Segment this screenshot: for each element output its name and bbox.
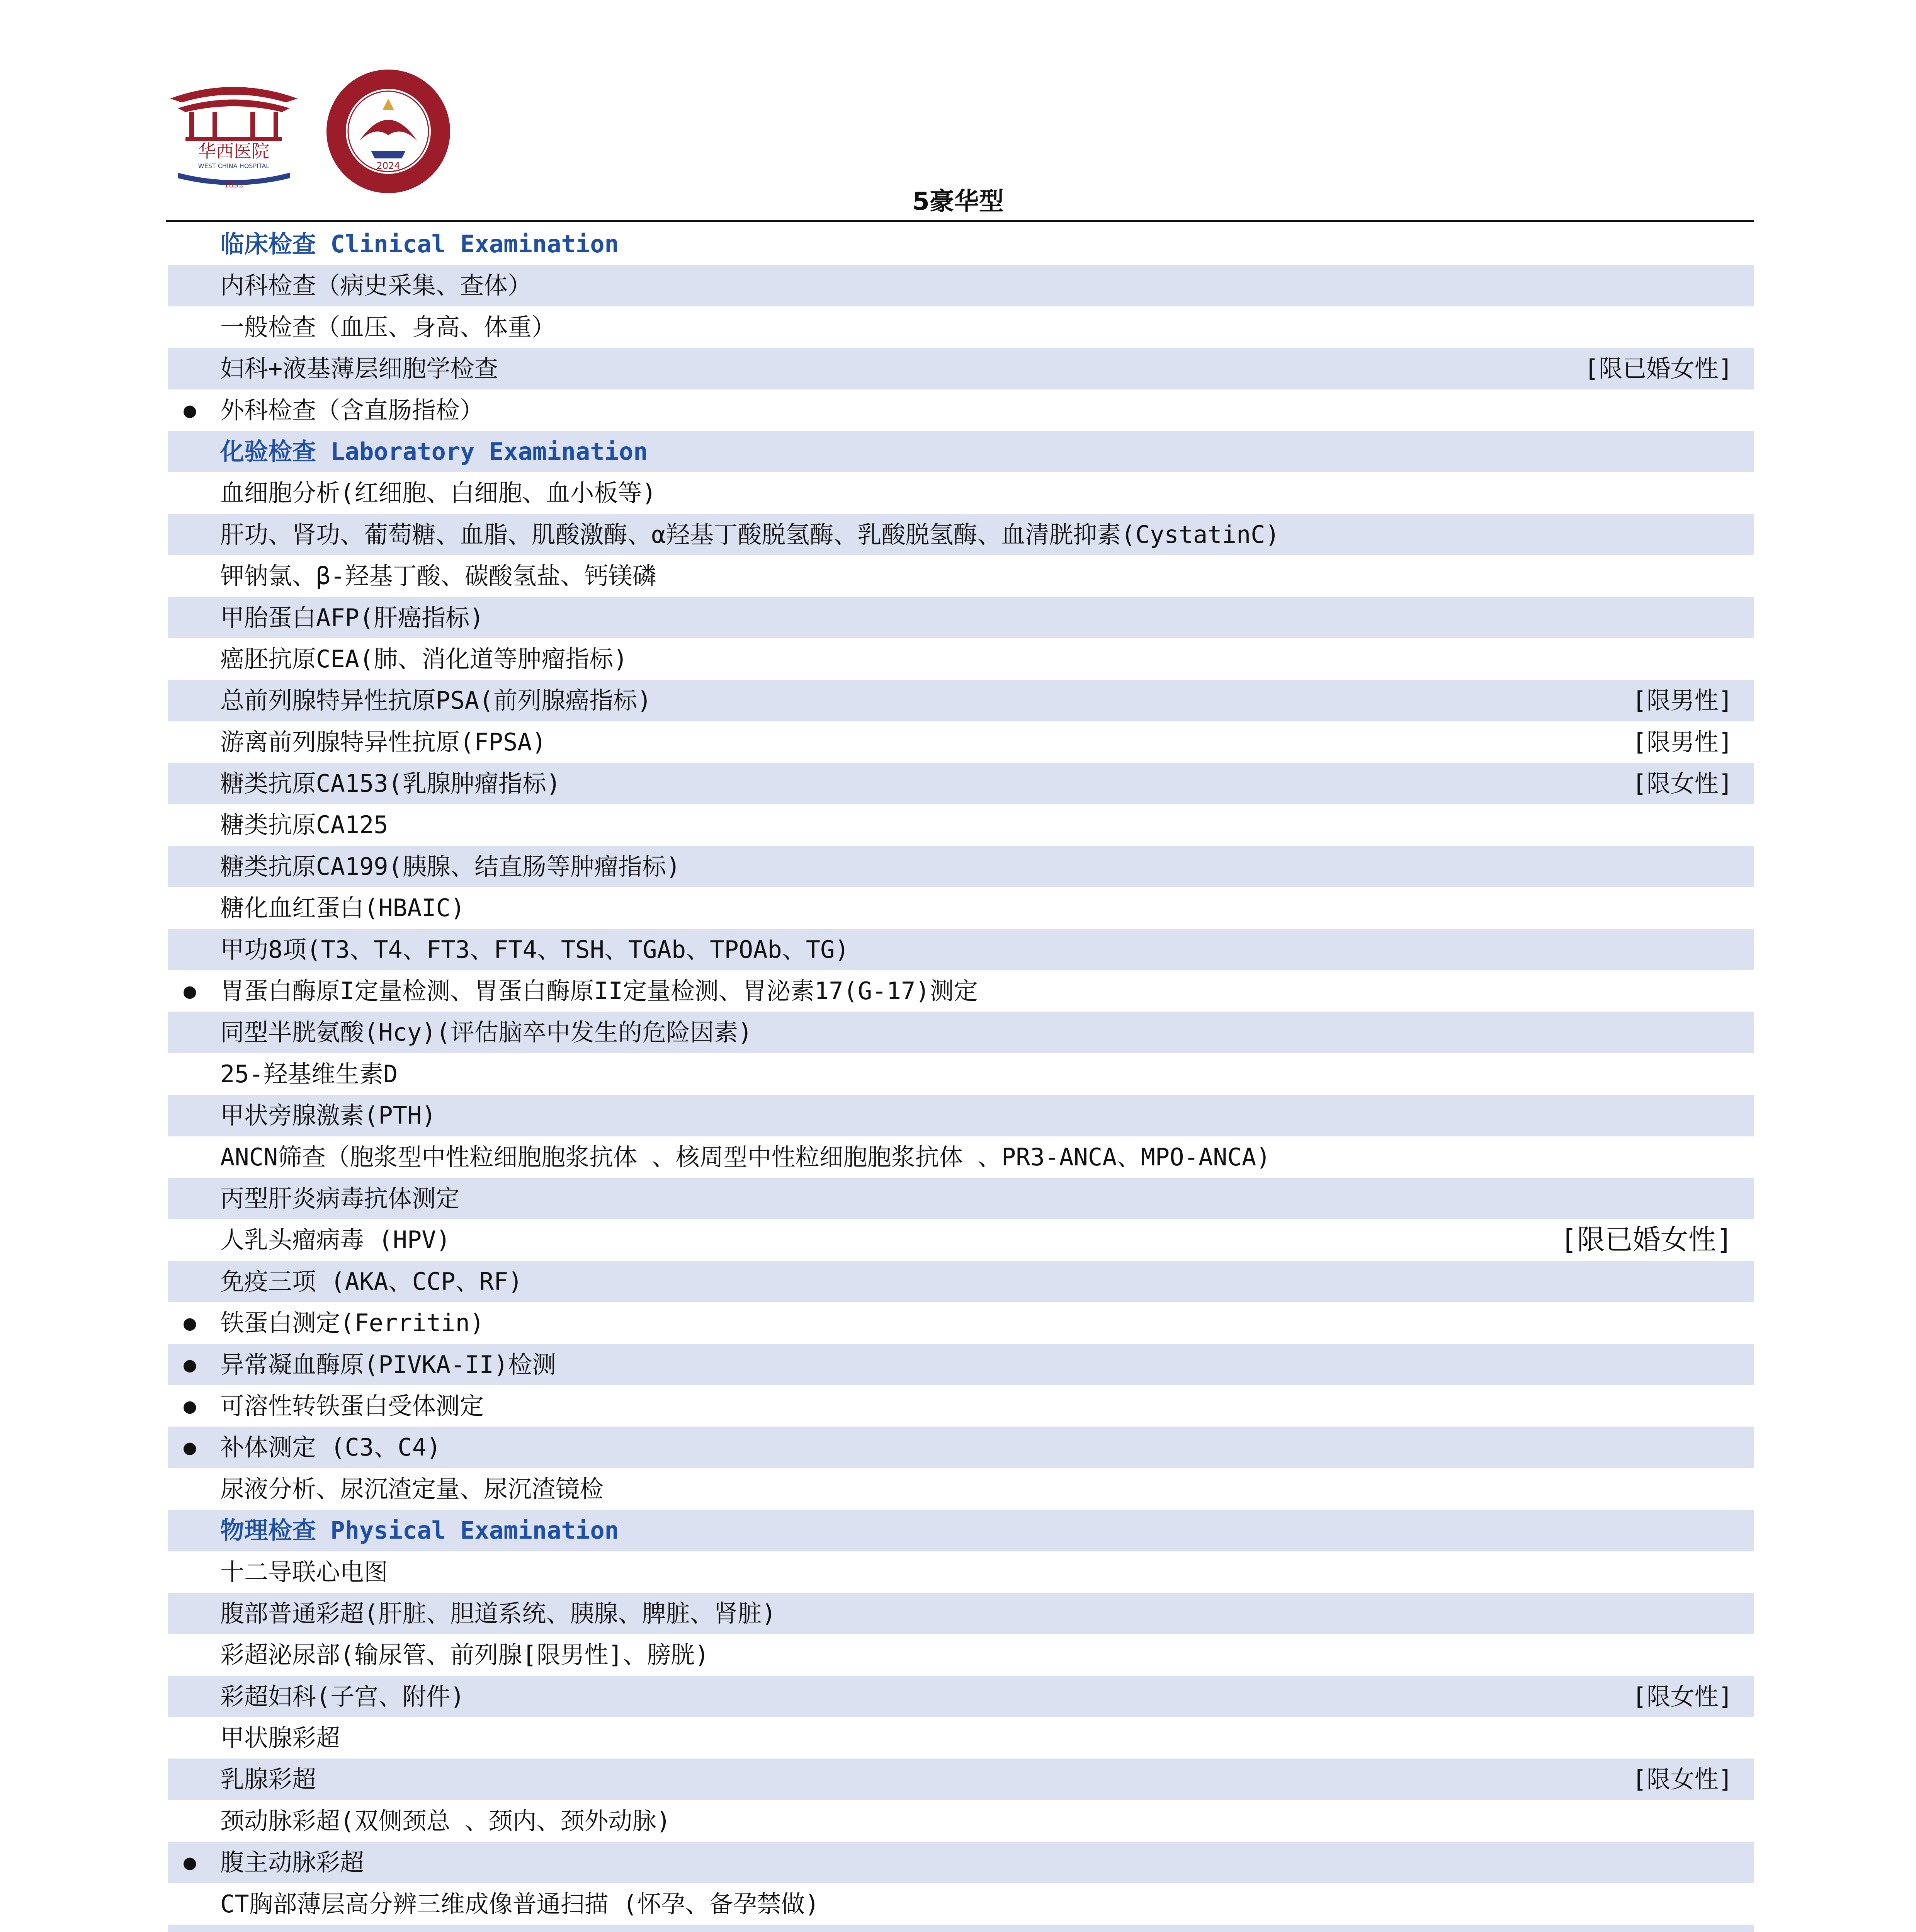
bullet-icon: ● (184, 1311, 196, 1335)
exam-item-row (168, 929, 1754, 970)
bullet-icon: ● (184, 1352, 196, 1377)
exam-item-label: 25-羟基维生素D (220, 1060, 398, 1088)
exam-item-row (168, 306, 1754, 348)
exam-item-row (168, 1261, 1754, 1302)
exam-item-label: 铁蛋白测定(Ferritin) (220, 1309, 485, 1337)
exam-item-label: 癌胚抗原CEA(肺、消化道等肿瘤指标) (220, 645, 628, 673)
exam-item-row (168, 1468, 1754, 1510)
exam-item-label: 甲状腺彩超 (220, 1724, 340, 1752)
exam-item-row (168, 1095, 1754, 1136)
exam-item-row (168, 887, 1754, 929)
exam-item-row (168, 1551, 1754, 1593)
section-title: 物理检查 Physical Examination (220, 1516, 619, 1545)
exam-item-row (168, 1219, 1754, 1260)
logo-area (162, 68, 456, 195)
section-title: 化验检查 Laboratory Examination (220, 437, 648, 466)
exam-item-row (168, 1759, 1754, 1800)
exam-item-label: 甲功8项(T3、T4、FT3、FT4、TSH、TGAb、TPOAb、TG) (220, 935, 849, 964)
restriction-note: [限女性] (1632, 769, 1733, 798)
restriction-note: [限已婚女性] (1584, 354, 1733, 383)
exam-item-label: 妇科+液基薄层细胞学检查 (220, 354, 498, 383)
exam-item-row (168, 1883, 1754, 1925)
section-header-row (168, 223, 1754, 265)
bullet-icon: ● (184, 398, 196, 422)
exam-item-label: 人乳头瘤病毒 (HPV) (220, 1226, 451, 1254)
exam-item-label: 腹主动脉彩超 (220, 1848, 364, 1877)
exam-item-row (168, 846, 1754, 887)
bullet-icon: ● (184, 1850, 196, 1875)
exam-item-label: 糖类抗原CA199(胰腺、结直肠等肿瘤指标) (220, 852, 681, 881)
exam-item-row (168, 389, 1754, 431)
exam-item-label: 十二导联心电图 (220, 1558, 388, 1586)
exam-item-label: 糖类抗原CA125 (220, 811, 388, 839)
exam-item-label: 异常凝血酶原(PIVKA-II)检测 (220, 1350, 556, 1379)
exam-item-table (168, 223, 1754, 1932)
exam-item-label: 腹部普通彩超(肝脏、胆道系统、胰腺、脾脏、肾脏) (220, 1599, 776, 1628)
hospital-logo-text: 华西医院 (198, 141, 269, 162)
exam-item-row (168, 763, 1754, 804)
exam-item-row (168, 1344, 1754, 1385)
restriction-note: [限男性] (1632, 686, 1733, 715)
exam-item-label: 总前列腺特异性抗原PSA(前列腺癌指标) (220, 686, 652, 715)
exam-item-row (168, 1012, 1754, 1053)
section-header-row (168, 431, 1754, 472)
exam-item-label: 免疫三项 (AKA、CCP、RF) (220, 1267, 523, 1296)
exam-item-row (168, 1717, 1754, 1759)
package-title: 5豪华型 (912, 187, 1004, 216)
header-divider (166, 220, 1754, 222)
exam-item-row (168, 1178, 1754, 1219)
exam-item-label: 补体测定 (C3、C4) (220, 1433, 441, 1462)
restriction-note: [限女性] (1632, 1682, 1733, 1711)
section-title: 临床检查 Clinical Examination (220, 230, 619, 258)
exam-item-label: 糖化血红蛋白(HBAIC) (220, 894, 465, 922)
exam-item-label: 同型半胱氨酸(Hcy)(评估脑卒中发生的危险因素) (220, 1018, 753, 1047)
exam-item-label: 内科检查（病史采集、查体） (220, 271, 532, 300)
exam-item-label: 一般检查（血压、身高、体重） (220, 313, 556, 341)
exam-item-label: 游离前列腺特异性抗原(FPSA) (220, 728, 546, 756)
exam-item-row (168, 804, 1754, 845)
exam-item-row (168, 348, 1754, 389)
exam-item-row (168, 970, 1754, 1012)
bullet-icon: ● (184, 1393, 196, 1418)
exam-item-row (168, 555, 1754, 597)
exam-item-row (168, 680, 1754, 721)
restriction-note: [限女性] (1632, 1765, 1733, 1794)
restriction-note: [限已婚女性] (1560, 1223, 1733, 1256)
exam-item-label: 甲状旁腺激素(PTH) (220, 1101, 436, 1130)
exam-item-row (168, 1800, 1754, 1842)
exam-item-row (168, 1302, 1754, 1344)
exam-item-row (168, 721, 1754, 763)
exam-item-label: 糖类抗原CA153(乳腺肿瘤指标) (220, 769, 561, 798)
exam-item-label: 彩超妇科(子宫、附件) (220, 1682, 465, 1711)
exam-item-label: 颈动脉彩超(双侧颈总 、颈内、颈外动脉) (220, 1806, 671, 1835)
exam-item-label: 肝功、肾功、葡萄糖、血脂、肌酸激酶、α羟基丁酸脱氢酶、乳酸脱氢酶、血清胱抑素(CystatinC) (220, 520, 1280, 549)
exam-item-row (168, 597, 1754, 638)
exam-item-label: 可溶性转铁蛋白受体测定 (220, 1391, 484, 1420)
exam-item-label: CT胸部薄层高分辨三维成像普通扫描 (怀孕、备孕禁做) (220, 1889, 819, 1918)
exam-item-row (168, 638, 1754, 680)
hospital-logo-year: 1892 (224, 180, 244, 189)
exam-item-row (168, 1925, 1754, 1932)
exam-item-row (168, 1385, 1754, 1427)
exam-item-row (168, 1593, 1754, 1634)
restriction-note: [限男性] (1632, 728, 1733, 756)
exam-item-row (168, 1136, 1754, 1178)
exam-item-label: 血细胞分析(红细胞、白细胞、血小板等) (220, 479, 656, 507)
svg-text:WEST CHINA HOSPITAL: WEST CHINA HOSPITAL (198, 162, 270, 170)
university-seal-logo (325, 68, 452, 195)
bullet-icon: ● (184, 979, 196, 1003)
exam-item-row (168, 472, 1754, 514)
exam-item-label: 外科检查（含直肠指检） (220, 396, 484, 424)
exam-item-label: 钾钠氯、β-羟基丁酸、碳酸氢盐、钙镁磷 (220, 562, 656, 590)
exam-item-label: ANCN筛查（胞浆型中性粒细胞胞浆抗体 、核周型中性粒细胞胞浆抗体 、PR3-ANCA、MPO-ANCA) (220, 1143, 1271, 1171)
exam-item-label: 甲胎蛋白AFP(肝癌指标) (220, 603, 484, 632)
section-header-row (168, 1510, 1754, 1551)
exam-item-row (168, 1676, 1754, 1717)
exam-item-label: 尿液分析、尿沉渣定量、尿沉渣镜检 (220, 1475, 604, 1503)
bullet-icon: ● (184, 1435, 196, 1460)
west-china-hospital-logo (162, 71, 305, 191)
exam-item-row (168, 265, 1754, 306)
exam-item-row (168, 514, 1754, 555)
exam-item-row (168, 1842, 1754, 1883)
exam-item-row (168, 1427, 1754, 1468)
exam-item-label: 胃蛋白酶原I定量检测、胃蛋白酶原II定量检测、胃泌素17(G-17)测定 (220, 977, 978, 1005)
exam-item-label: 彩超泌尿部(输尿管、前列腺[限男性]、膀胱) (220, 1641, 709, 1669)
seal-year: 2024 (376, 160, 400, 171)
exam-item-label: 丙型肝炎病毒抗体测定 (220, 1184, 460, 1213)
exam-item-row (168, 1634, 1754, 1675)
exam-item-label: 乳腺彩超 (220, 1765, 316, 1794)
exam-item-label (220, 1925, 388, 1932)
exam-item-row (168, 1053, 1754, 1095)
